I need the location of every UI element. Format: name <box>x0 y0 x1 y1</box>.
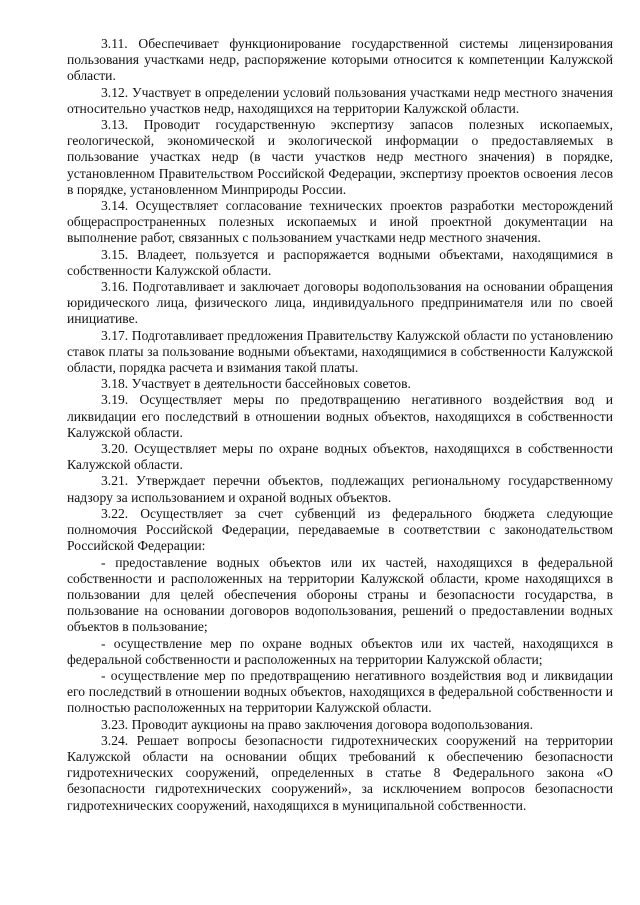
paragraph-3-20: 3.20. Осуществляет меры по охране водных объектов, находящихся в собственности Калужской области. <box>67 441 613 473</box>
paragraph-3-15: 3.15. Владеет, пользуется и распоряжается водными объектами, находящимися в собственности Калужской области. <box>67 246 613 278</box>
paragraph-3-21: 3.21. Утверждает перечни объектов, подлежащих региональному государственному надзору за использованием и охраной водных объектов. <box>67 473 613 505</box>
paragraph-3-13: 3.13. Проводит государственную экспертизу запасов полезных ископаемых, геологической, экономической и экологической информации о предоставляемых в пользование участках недр (в части участков недр местного значения) в порядке, установленном Правительством Российской Федерации, экспертизу проектов освоения лесов в порядке, установленном Минприроды России. <box>67 117 613 197</box>
paragraph-3-22: 3.22. Осуществляет за счет субвенций из федерального бюджета следующие полномочия Российской Федерации, передаваемые в соответствии с законодательством Российской Федерации: <box>67 505 613 554</box>
paragraph-3-17: 3.17. Подготавливает предложения Правительству Калужской области по установлению ставок платы за пользование водными объектами, находящимися в собственности Калужской области, порядка расчета и взимания такой платы. <box>67 327 613 376</box>
paragraph-3-18: 3.18. Участвует в деятельности бассейновых советов. <box>101 376 411 392</box>
list-item-3-22-b: - осуществление мер по охране водных объектов или их частей, находящихся в федеральной собственности и расположенных на территории Калужской области; <box>67 635 613 667</box>
paragraph-3-23: 3.23. Проводит аукционы на право заключения договора водопользования. <box>101 716 533 732</box>
paragraph-3-19: 3.19. Осуществляет меры по предотвращению негативного воздействия вод и ликвидации его последствий в отношении водных объектов, находящихся в собственности Калужской области. <box>67 392 613 440</box>
paragraph-3-12: 3.12. Участвует в определении условий пользования участками недр местного значения относительно участков недр, находящихся на территории Калужской области. <box>67 84 613 116</box>
paragraph-3-16: 3.16. Подготавливает и заключает договоры водопользования на основании обращения юридического лица, физического лица, индивидуального предпринимателя или по своей инициативе. <box>67 279 613 327</box>
paragraph-3-24: 3.24. Решает вопросы безопасности гидротехнических сооружений на территории Калужской области на основании общих требований к обеспечению безопасности гидротехнических сооружений, определенных в статье 8 Федерального закона «О безопасности гидротехнических сооружений», за исключением вопросов безопасности гидротехнических сооружений, находящихся в муниципальной собственности. <box>67 732 613 813</box>
document-page <box>67 36 613 814</box>
paragraph-3-11: 3.11. Обеспечивает функционирование государственной системы лицензирования пользования участками недр, распоряжение которыми относится к компетенции Калужской области. <box>67 36 613 84</box>
list-item-3-22-a: - предоставление водных объектов или их частей, находящихся в федеральной собственности и расположенных на территории Калужской области, кроме находящихся в пользовании для целей обеспечения обороны страны и безопасности государства, в пользование на основании договоров водопользования, решений о предоставлении водных объектов в пользование; <box>67 554 613 635</box>
paragraph-3-14: 3.14. Осуществляет согласование технических проектов разработки месторождений общераспространенных полезных ископаемых и иной проектной документации на выполнение работ, связанных с пользованием участками недр местного значения. <box>67 198 613 246</box>
list-item-3-22-c: - осуществление мер по предотвращению негативного воздействия вод и ликвидации его последствий в отношении водных объектов, находящихся в федеральной собственности и полностью расположенных на территории Калужской области. <box>67 667 613 716</box>
